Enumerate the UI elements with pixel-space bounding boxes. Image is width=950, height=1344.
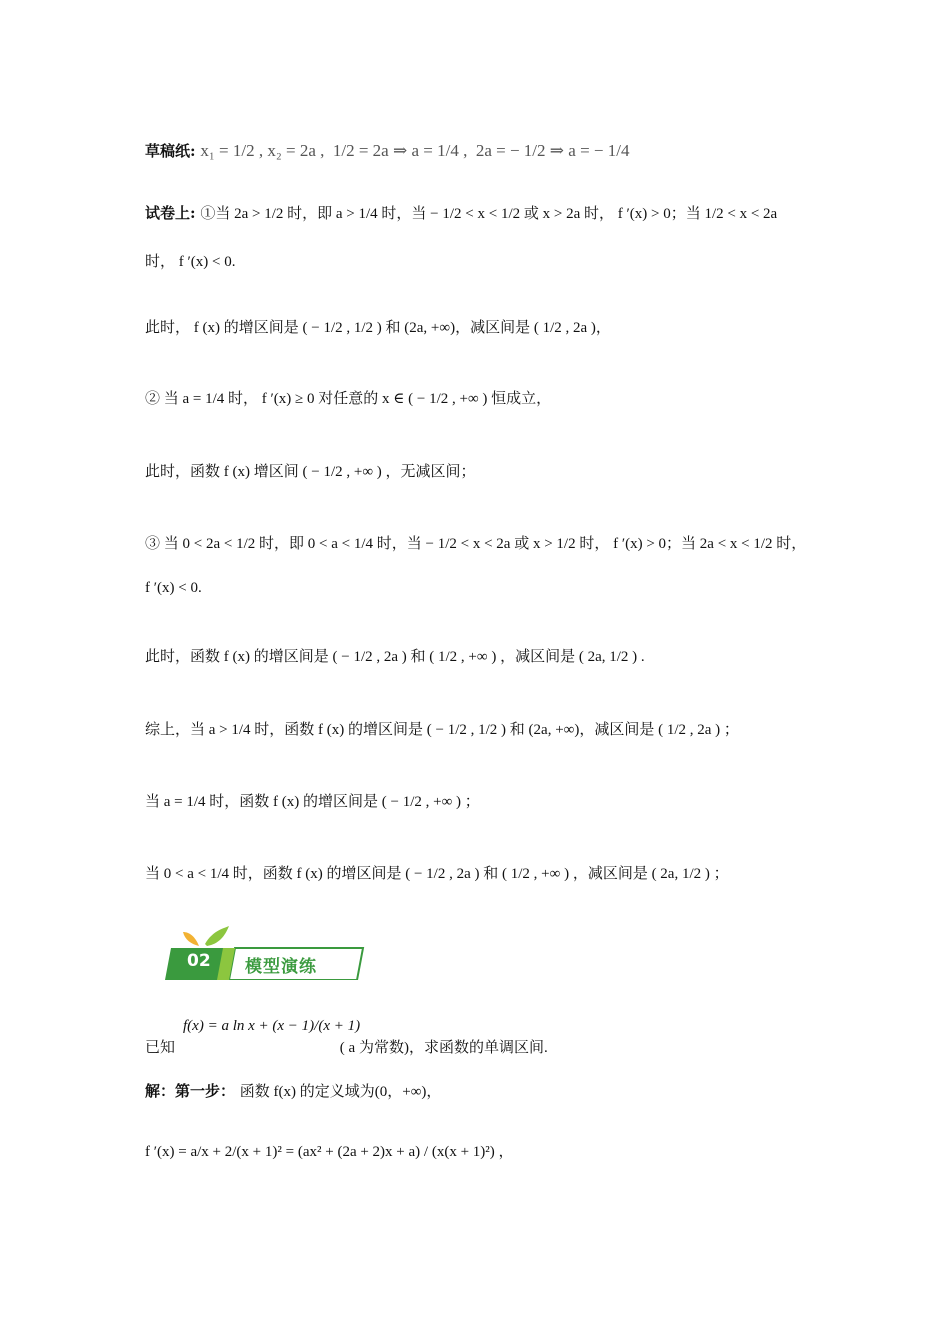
summary-line-2: [145, 790, 880, 813]
problem-known: 已知: [145, 1038, 176, 1056]
case2-text: ② 当 a = 1/4 时， f ′(x) ≥ 0 对任意的 x ∈ ( − 1/2 , +∞ ) 恒成立，: [145, 391, 552, 407]
case1-result-text: 此时， f (x) 的增区间是 ( − 1/2 , 1/2 ) 和 (2a, +∞)，减区间是 ( 1/2 , 2a )，: [145, 320, 611, 336]
banner-title: 模型演练: [245, 957, 317, 977]
case3-tail: f ′(x) < 0.: [145, 580, 202, 596]
summary-line-1: [145, 718, 880, 741]
banner-number: 02: [187, 951, 211, 971]
case2-result: [145, 460, 880, 483]
sketch-math: x₁ = 1/2 , x₂ = 2a , 1/2 = 2a ⇒ a = 1/4 , 2a = − 1/2 ⇒ a = − 1/4: [200, 141, 630, 160]
solution-label: 解：第一步：: [145, 1082, 236, 1100]
case2-result-text: 此时，函数 f (x) 增区间 ( − 1/2 , +∞ ) ，无减区间；: [145, 464, 476, 480]
exam-line-1: [145, 202, 880, 225]
leaf-small-icon: [183, 932, 199, 946]
exam-case1-text: ①当 2a > 1/2 时，即 a > 1/4 时，当 − 1/2 < x < 1/2 或 x > 2a 时， f ′(x) > 0；当 1/2 < x < 2a: [200, 206, 778, 222]
solution-line: [145, 1080, 880, 1103]
problem-formula-line: [145, 1014, 880, 1037]
problem-line: [145, 1036, 880, 1059]
exam-label: 试卷上:: [145, 204, 196, 222]
problem-formula: f(x) = a ln x + (x − 1)/(x + 1): [183, 1018, 361, 1034]
case3-line-1: [145, 532, 880, 555]
summary-line-3: [145, 862, 880, 885]
summary-text-2: 当 a = 1/4 时，函数 f (x) 的增区间是 ( − 1/2 , +∞ ) ；: [145, 794, 480, 810]
exam-line-2: [145, 250, 880, 273]
derivative-formula: f ′(x) = a/x + 2/(x + 1)² = (ax² + (2a + 2)x + a) / (x(x + 1)²) ，: [145, 1144, 514, 1160]
leaf-icon: [205, 926, 229, 946]
sketch-label: 草稿纸:: [145, 142, 196, 160]
case3-line-2: [145, 576, 880, 599]
summary-text-3: 当 0 < a < 1/4 时，函数 f (x) 的增区间是 ( − 1/2 , 2a ) 和 ( 1/2 , +∞ ) ，减区间是 ( 2a, 1/2 ) ；: [145, 866, 729, 882]
case1-result: [145, 316, 880, 339]
case2-line: [145, 387, 880, 410]
problem-tail: ( a 为常数)，求函数的单调区间.: [339, 1040, 548, 1056]
sketch-line: [145, 140, 880, 162]
exam-case1-tail: 时， f ′(x) < 0.: [145, 254, 236, 270]
section-banner: [165, 924, 365, 980]
case3-result-text: 此时，函数 f (x) 的增区间是 ( − 1/2 , 2a ) 和 ( 1/2 , +∞ ) ，减区间是 ( 2a, 1/2 ) .: [145, 649, 645, 665]
case3-result: [145, 645, 880, 668]
case3-text: ③ 当 0 < 2a < 1/2 时，即 0 < a < 1/4 时，当 − 1/2 < x < 2a 或 x > 1/2 时， f ′(x) > 0；当 2a < x < 1/2 时，: [145, 536, 807, 552]
derivative-line: [145, 1140, 880, 1163]
solution-text: 函数 f(x) 的定义域为(0，+∞)，: [239, 1084, 442, 1100]
summary-text-1: 综上，当 a > 1/4 时，函数 f (x) 的增区间是 ( − 1/2 , 1/2 ) 和 (2a, +∞)，减区间是 ( 1/2 , 2a ) ；: [145, 722, 739, 738]
